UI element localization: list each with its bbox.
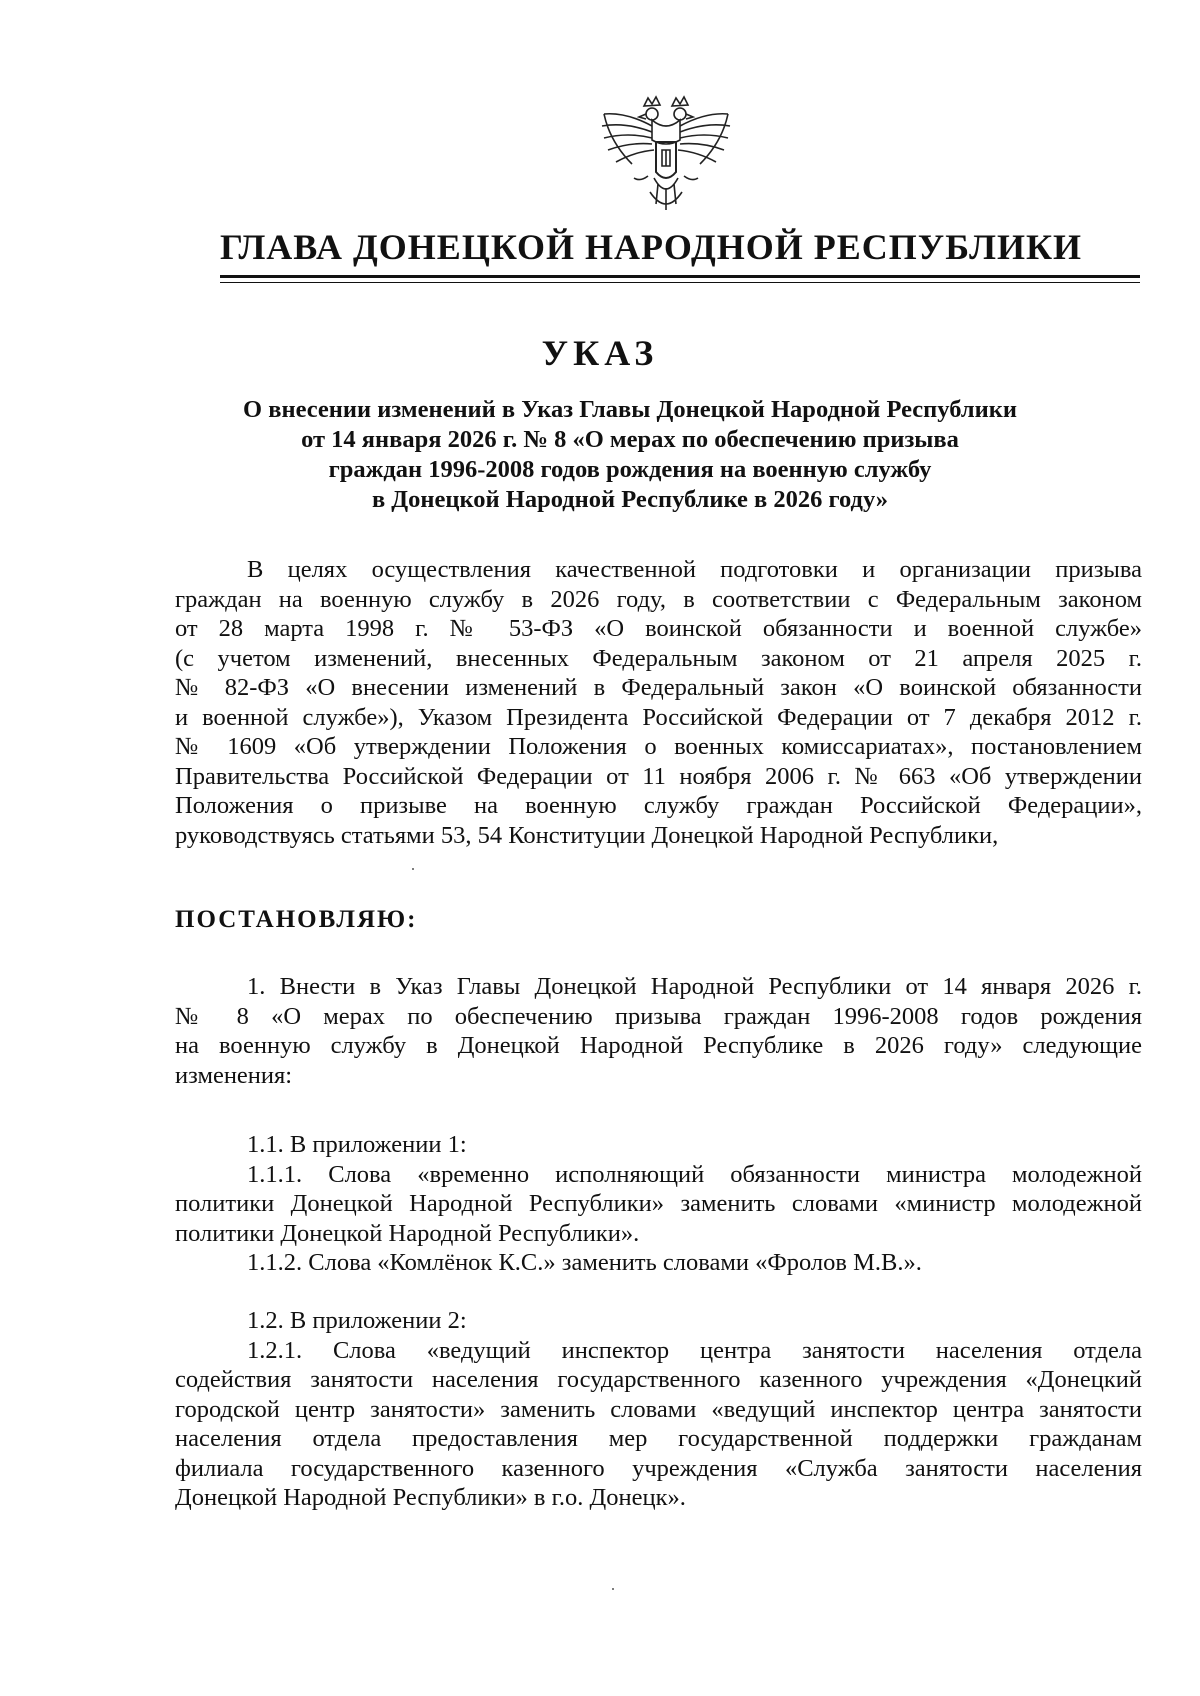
item-1-line: изменения: — [175, 1061, 293, 1089]
item-1-2-line: 1.2.1. Слова «ведущий инспектор центра занятости населения отдела — [247, 1336, 1142, 1364]
header-divider-thin — [220, 282, 1140, 283]
document-subject — [200, 395, 1060, 515]
preamble-line: № 82-ФЗ «О внесении изменений в Федеральный закон «О воинской обязанности — [175, 674, 1142, 701]
header-divider-thick — [220, 275, 1140, 278]
preamble-line: В целях осуществления качественной подготовки и организации призыва — [247, 556, 1142, 583]
preamble-line: (с учетом изменений, внесенных Федеральным законом от 21 апреля 2025 г. — [175, 644, 1142, 672]
item-1-1-line: политики Донецкой Народной Республики». — [175, 1219, 640, 1247]
item-1-2-paragraph — [175, 1306, 1142, 1513]
subject-line: от 14 января 2026 г. № 8 «О мерах по обеспечению призыва — [301, 426, 959, 453]
item-1-1-line: 1.1. В приложении 1: — [247, 1131, 467, 1158]
issuer-title: ГЛАВА ДОНЕЦКОЙ НАРОДНОЙ РЕСПУБЛИКИ — [220, 227, 1083, 267]
preamble-line: от 28 марта 1998 г. № 53-ФЗ «О воинской обязанности и военной службе» — [175, 615, 1142, 642]
item-1-2-line: 1.2. В приложении 2: — [247, 1307, 467, 1334]
item-1-2-line: Донецкой Народной Республики» в г.о. Донецк». — [175, 1484, 686, 1511]
subject-line: граждан 1996-2008 годов рождения на военную службу — [328, 456, 932, 483]
item-1-2-line: населения отдела предоставления мер государственной поддержки гражданам — [175, 1425, 1142, 1452]
resolve-heading: ПОСТАНОВЛЯЮ: — [175, 906, 418, 933]
scan-speck — [412, 868, 414, 870]
preamble-line: Положения о призыве на военную службу граждан Российской Федерации», — [175, 792, 1142, 819]
item-1-1-line: политики Донецкой Народной Республики» заменить словами «министр молодежной — [175, 1190, 1142, 1217]
item-1-1-line: 1.1.1. Слова «временно исполняющий обязанности министра молодежной — [247, 1160, 1142, 1188]
subject-line: О внесении изменений в Указ Главы Донецкой Народной Республики — [243, 396, 1017, 423]
coat-of-arms-eagle-icon — [596, 92, 736, 232]
subject-line: в Донецкой Народной Республике в 2026 году» — [371, 486, 889, 513]
item-1-line: на военную службу в Донецкой Народной Республике в 2026 году» следующие — [175, 1032, 1142, 1059]
preamble-line: граждан на военную службу в 2026 году, в соответствии с Федеральным законом — [175, 585, 1142, 613]
preamble-line: руководствуясь статьями 53, 54 Конституции Донецкой Народной Республики, — [175, 821, 999, 849]
item-1-2-line: городской центр занятости» заменить словами «ведущий инспектор центра занятости — [175, 1395, 1142, 1423]
preamble-line: и военной службе»), Указом Президента Российской Федерации от 7 декабря 2012 г. — [175, 703, 1142, 731]
preamble-line: Правительства Российской Федерации от 11 ноября 2006 г. № 663 «Об утверждении — [175, 762, 1142, 790]
document-type: УКАЗ — [541, 333, 659, 373]
preamble-paragraph — [175, 555, 1142, 850]
item-1-2-line: содействия занятости населения государственного казенного учреждения «Донецкий — [175, 1366, 1142, 1393]
item-1-1-line: 1.1.2. Слова «Комлёнок К.С.» заменить словами «Фролов М.В.». — [247, 1249, 922, 1276]
item-1-line: № 8 «О мерах по обеспечению призыва граждан 1996-2008 годов рождения — [175, 1002, 1142, 1030]
item-1-2-line: филиала государственного казенного учреждения «Служба занятости населения — [175, 1454, 1142, 1482]
scan-speck — [612, 1588, 614, 1590]
item-1-paragraph — [175, 972, 1142, 1090]
item-1-line: 1. Внести в Указ Главы Донецкой Народной Республики от 14 января 2026 г. — [247, 973, 1142, 1000]
item-1-1-paragraph — [175, 1130, 1142, 1278]
preamble-line: № 1609 «Об утверждении Положения о военных комиссариатах», постановлением — [175, 733, 1142, 760]
